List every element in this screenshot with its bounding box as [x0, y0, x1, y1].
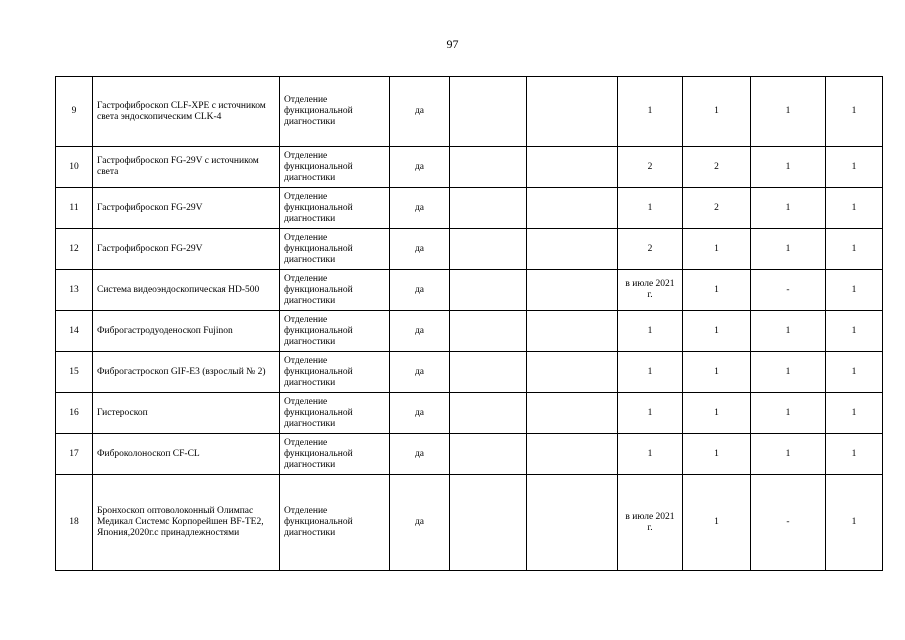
empty-cell [527, 434, 618, 475]
table-row [56, 147, 883, 188]
empty-cell [450, 147, 527, 188]
empty-cell [527, 393, 618, 434]
value-cell: 1 [683, 311, 751, 352]
table-row [56, 229, 883, 270]
availability: да [390, 475, 450, 571]
row-number: 14 [56, 311, 93, 352]
empty-cell [450, 393, 527, 434]
department: Отделение функциональной диагностики [280, 311, 390, 352]
department: Отделение функциональной диагностики [280, 229, 390, 270]
value-cell: 1 [751, 229, 826, 270]
empty-cell [450, 434, 527, 475]
availability: да [390, 270, 450, 311]
empty-cell [527, 352, 618, 393]
availability: да [390, 393, 450, 434]
empty-cell [527, 77, 618, 147]
equipment-name: Фиброгастроскоп GIF-E3 (взрослый № 2) [93, 352, 280, 393]
value-cell: 1 [618, 434, 683, 475]
empty-cell [450, 188, 527, 229]
value-cell: 1 [683, 393, 751, 434]
value-cell: 1 [826, 229, 883, 270]
empty-cell [450, 270, 527, 311]
table-row [56, 393, 883, 434]
empty-cell [450, 77, 527, 147]
empty-cell [527, 147, 618, 188]
empty-cell [450, 352, 527, 393]
value-cell: 2 [618, 229, 683, 270]
value-cell: 1 [751, 77, 826, 147]
empty-cell [527, 270, 618, 311]
row-number: 16 [56, 393, 93, 434]
value-cell: - [751, 270, 826, 311]
value-cell: 1 [751, 352, 826, 393]
value-cell: 1 [826, 475, 883, 571]
value-cell: 1 [826, 434, 883, 475]
row-number: 18 [56, 475, 93, 571]
equipment-name: Бронхоскоп оптоволоконный Олимпас Медикал Системс Корпорейшен BF-TE2, Япония,2020г.с принадлежностями [93, 475, 280, 571]
availability: да [390, 77, 450, 147]
row-number: 17 [56, 434, 93, 475]
empty-cell [450, 229, 527, 270]
row-number: 15 [56, 352, 93, 393]
department: Отделение функциональной диагностики [280, 270, 390, 311]
value-cell: 1 [751, 393, 826, 434]
value-cell: 2 [618, 147, 683, 188]
value-cell: 1 [618, 352, 683, 393]
value-cell: 1 [618, 311, 683, 352]
value-cell: 2 [683, 188, 751, 229]
page-number: 97 [446, 37, 459, 51]
equipment-name: Гастрофиброскоп FG-29V [93, 188, 280, 229]
equipment-name: Гастрофиброскоп CLF-XPE с источником света эндоскопическим CLK-4 [93, 77, 280, 147]
empty-cell [527, 188, 618, 229]
value-cell: 1 [826, 393, 883, 434]
value-cell: 1 [826, 352, 883, 393]
empty-cell [450, 475, 527, 571]
value-cell: - [751, 475, 826, 571]
value-cell: 1 [683, 434, 751, 475]
row-number: 10 [56, 147, 93, 188]
table-row [56, 188, 883, 229]
value-cell: 1 [826, 311, 883, 352]
value-cell: 1 [683, 229, 751, 270]
value-cell: 1 [751, 434, 826, 475]
value-cell: в июле 2021 г. [618, 270, 683, 311]
department: Отделение функциональной диагностики [280, 352, 390, 393]
value-cell: 1 [751, 311, 826, 352]
equipment-name: Фиброгастродуоденоскоп Fujinon [93, 311, 280, 352]
availability: да [390, 188, 450, 229]
row-number: 11 [56, 188, 93, 229]
value-cell: 1 [751, 188, 826, 229]
value-cell: 1 [826, 188, 883, 229]
equipment-name: Система видеоэндоскопическая HD-500 [93, 270, 280, 311]
empty-cell [527, 311, 618, 352]
equipment-name: Гастрофиброскоп FG-29V с источником света [93, 147, 280, 188]
table-row [56, 270, 883, 311]
value-cell: 1 [618, 393, 683, 434]
availability: да [390, 434, 450, 475]
equipment-name: Гастрофиброскоп FG-29V [93, 229, 280, 270]
availability: да [390, 352, 450, 393]
empty-cell [450, 311, 527, 352]
value-cell: 1 [618, 188, 683, 229]
value-cell: 1 [683, 270, 751, 311]
department: Отделение функциональной диагностики [280, 188, 390, 229]
equipment-table [55, 76, 883, 571]
availability: да [390, 311, 450, 352]
value-cell: 1 [826, 147, 883, 188]
value-cell: 1 [826, 270, 883, 311]
equipment-name: Фиброколоноскоп CF-CL [93, 434, 280, 475]
table-row [56, 352, 883, 393]
empty-cell [527, 475, 618, 571]
table-row [56, 475, 883, 571]
department: Отделение функциональной диагностики [280, 434, 390, 475]
value-cell: 1 [683, 77, 751, 147]
value-cell: 1 [751, 147, 826, 188]
empty-cell [527, 229, 618, 270]
table-row [56, 77, 883, 147]
table-row [56, 311, 883, 352]
value-cell: 1 [618, 77, 683, 147]
row-number: 12 [56, 229, 93, 270]
department: Отделение функциональной диагностики [280, 393, 390, 434]
availability: да [390, 147, 450, 188]
table-row [56, 434, 883, 475]
row-number: 13 [56, 270, 93, 311]
value-cell: 1 [683, 352, 751, 393]
value-cell: 1 [683, 475, 751, 571]
value-cell: в июле 2021 г. [618, 475, 683, 571]
department: Отделение функциональной диагностики [280, 77, 390, 147]
equipment-name: Гистероскоп [93, 393, 280, 434]
department: Отделение функциональной диагностики [280, 147, 390, 188]
value-cell: 1 [826, 77, 883, 147]
availability: да [390, 229, 450, 270]
row-number: 9 [56, 77, 93, 147]
department: Отделение функциональной диагностики [280, 475, 390, 571]
value-cell: 2 [683, 147, 751, 188]
